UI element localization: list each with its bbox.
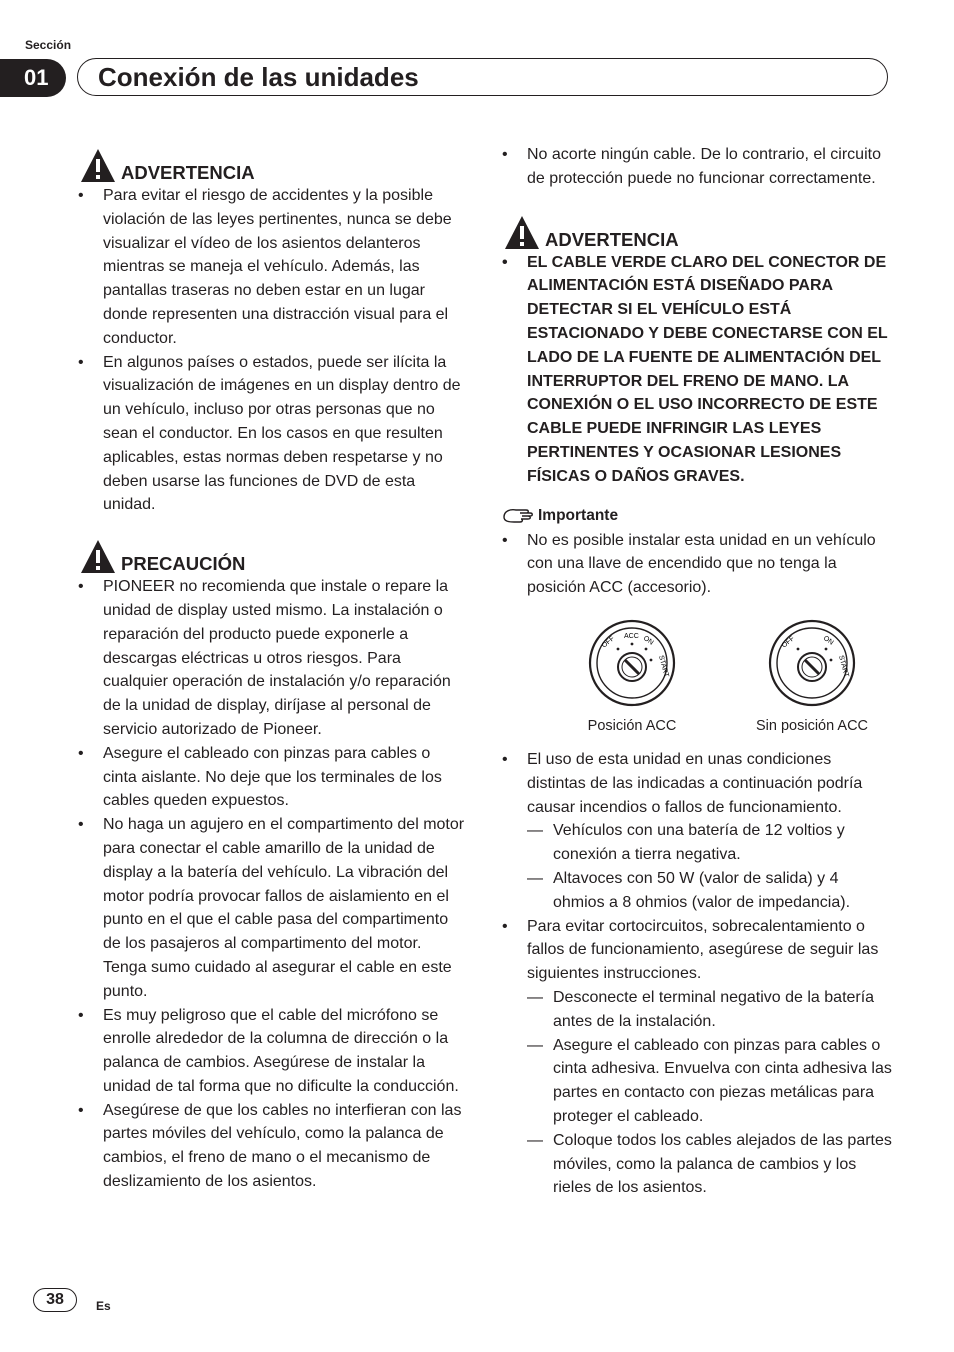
warning-triangle-icon [504,215,540,251]
figure-no-acc [742,618,882,736]
warning-triangle-icon [80,148,116,184]
top-list [502,143,894,191]
section-number-tab: 01 [0,59,66,97]
ring-label-acc: ACC [624,632,639,640]
caution-list [78,575,468,1194]
sub-list [527,986,894,1200]
list-item: • Es muy peligroso que el cable del micrófono se enrolle alrededor de la columna de dirección o la palanca de cambios. Asegúrese de instalar la unidad de tal forma que no dificulte la conducción. [78,1004,468,1099]
language-code: Es [96,1299,111,1313]
important-hand-icon [502,507,534,525]
section-label: Sección [25,38,72,52]
list-item: • Para evitar el riesgo de accidentes y la posible violación de las leyes pertinentes, nunca se debe visualizar el vídeo de los asientos delanteros mientras se maneja el vehículo. Además, las pantallas traseras no deben estar en un lugar donde representen una distracción visual para el conductor. [78,184,468,351]
list-item: • Asegúrese de que los cables no interfieran con las partes móviles del vehículo, como la palanca de cambios, el freno de mano o el mecanismo de deslizamiento de los asientos. [78,1099,468,1194]
ring-label-start: START [837,654,850,679]
list-item: • En algunos países o estados, puede ser ilícita la visualización de imágenes en un display dentro de un vehículo, incluso por otras personas que no sean el conductor. En los casos en que resulten aplicables, estas normas deben respetarse y no deben usarse las funciones de DVD de esta unidad. [78,351,468,518]
sub-item: — Coloque todos los cables alejados de las partes móviles, como la palanca de cambios y los rieles de los asientos. [527,1129,894,1200]
list-item: • No haga un agujero en el compartimento del motor para conectar el cable amarillo de la unidad de display a la batería del vehículo. La vibración del motor podría provocar fallos de aislamiento en el punto en el que el cable pasa del compartimento de los pasajeros al compartimento del motor. Tenga sumo cuidado al asegurar el cable en este punto. [78,813,468,1003]
ring-label-start: START [657,654,670,679]
warning-heading [80,146,468,184]
right-column [502,143,894,1200]
list-item: • EL CABLE VERDE CLARO DEL CONECTOR DE ALIMENTACIÓN ESTÁ DISEÑADO PARA DETECTAR SI EL VEHÍCULO ESTÁ ESTACIONADO Y DEBE CONECTARSE CON EL LADO DE LA FUENTE DE ALIMENTACIÓN DEL INTERRUPTOR DEL FRENO DE MANO. LA CONEXIÓN O EL USO INCORRECTO DE ESTE CABLE PUEDE INFRINGIR LAS LEYES PERTINENTES Y OCASIONAR LESIONES FÍSICAS O DAÑOS GRAVES. [502,251,894,489]
important-label: Importante [538,506,619,524]
warning-heading [504,213,894,251]
important-heading [502,503,894,529]
sub-list [527,819,894,914]
list-item [502,915,894,1201]
list-item: • No acorte ningún cable. De lo contrario, el circuito de protección puede no funcionar correctamente. [502,143,894,191]
page-title: Conexión de las unidades [98,61,419,92]
caution-triangle-icon [80,539,116,575]
warning-label: ADVERTENCIA [545,228,679,250]
page-title-box [77,58,888,96]
caution-heading [80,537,468,575]
caution-label: PRECAUCIÓN [121,553,246,575]
ignition-switch-no-acc-icon [767,618,857,708]
page-number: 38 [33,1288,77,1312]
warning-list [78,184,468,517]
list-item-text: • Para evitar cortocircuitos, sobrecalentamiento o fallos de funcionamiento, asegúrese de seguir las siguientes instrucciones. [527,917,879,983]
list-item: • PIONEER no recomienda que instale o repare la unidad de display usted mismo. La instalación o reparación del producto puede exponerle a descargas eléctricas u otros riesgos. Para cualquier operación de instalación y/o reparación de la unidad de display, diríjase al personal de servicio autorizado de Pioneer. [78,575,468,742]
figure-caption: Sin posición ACC [755,717,869,734]
sub-item: — Altavoces con 50 W (valor de salida) y 4 ohmios a 8 ohmios (valor de impedancia). [527,867,894,915]
ignition-switch-acc-icon [587,618,677,708]
ignition-figures [562,618,882,736]
ring-label-off: OFF [780,635,797,650]
left-column [78,146,468,1194]
ring-label-off: OFF [600,635,617,650]
ring-label-on: ON [821,634,835,647]
sub-item: — Vehículos con una batería de 12 voltios y conexión a tierra negativa. [527,819,894,867]
sub-item: — Desconecte el terminal negativo de la batería antes de la instalación. [527,986,894,1034]
list-item: • Asegure el cableado con pinzas para cables o cinta aislante. No deje que los terminales de los cables queden expuestos. [78,742,468,813]
figure-caption: Posición ACC [587,717,677,734]
sub-item: — Asegure el cableado con pinzas para cables o cinta adhesiva. Envuelva con cinta adhesiva las partes en contacto con piezas metálicas para proteger el cableado. [527,1034,894,1129]
warning-list [502,251,894,489]
figure-acc [562,618,702,736]
conditions-list [502,748,894,1200]
important-list [502,529,894,600]
list-item [502,748,894,915]
ring-label-on: ON [641,634,655,647]
list-item: • No es posible instalar esta unidad en un vehículo con una llave de encendido que no tenga la posición ACC (accesorio). [502,529,894,600]
warning-label: ADVERTENCIA [121,162,255,183]
list-item-text: • El uso de esta unidad en unas condiciones distintas de las indicadas a continuación podría causar incendios o fallos de funcionamiento. [527,750,863,816]
